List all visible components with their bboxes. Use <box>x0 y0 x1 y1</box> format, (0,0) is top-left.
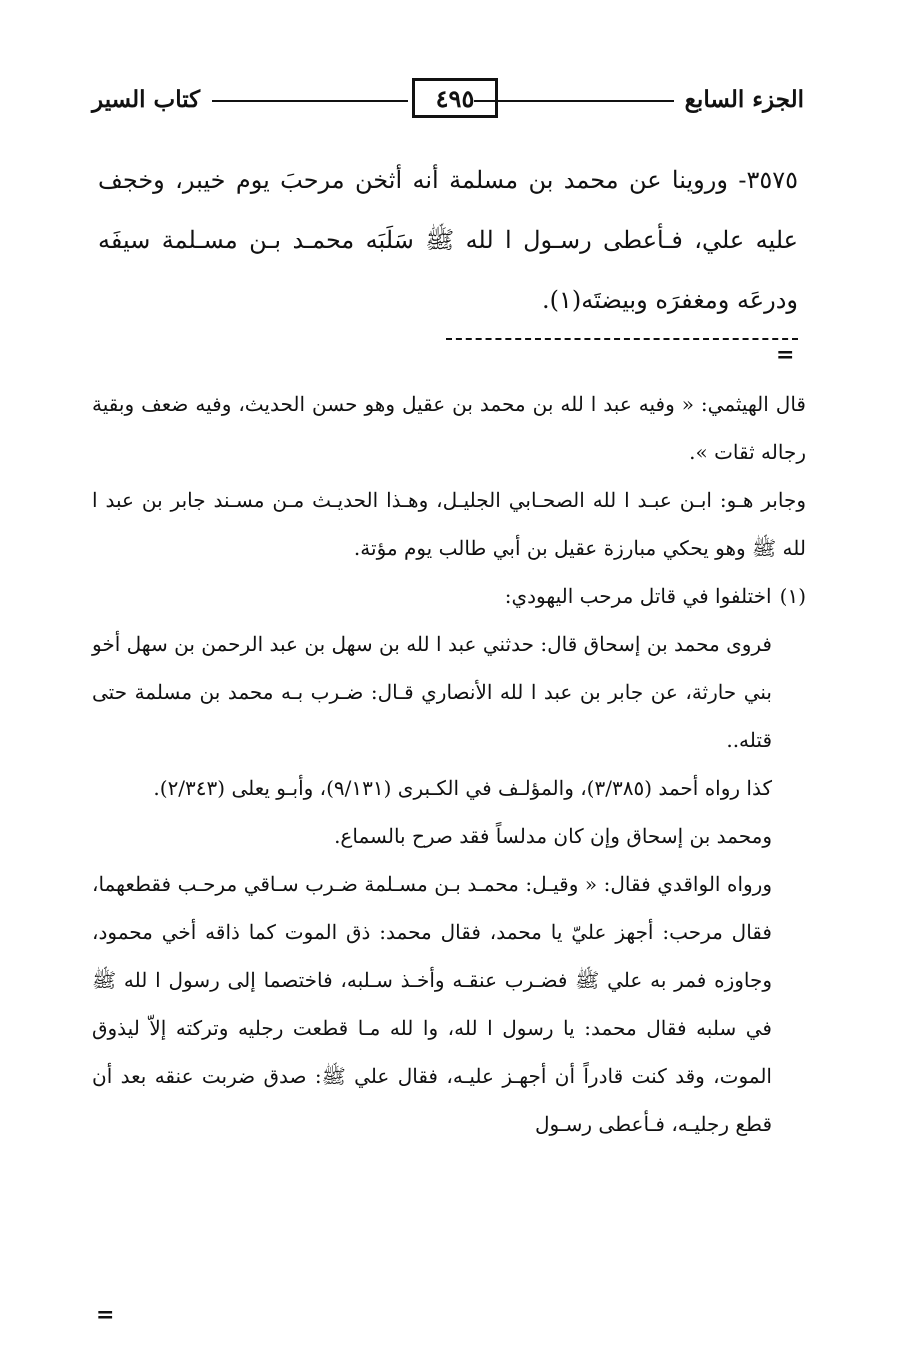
volume-title: الجزء السابع <box>684 86 804 113</box>
footnote-continued-2: وجابر هـو: ابـن عبـد ا لله الصحـابي الجليـل، وهـذا الحديـث مـن مسـند جابر بن عبد ا لله ﷺ وهو يحكي مبارزة عقيل بن أبي طالب يوم مؤتة. <box>92 488 806 560</box>
continuation-mark-top: = <box>776 342 795 368</box>
footnote-separator <box>446 338 798 340</box>
header-rule-right <box>474 100 674 102</box>
footnote-1-paragraph-1: فروى محمد بن إسحاق قال: حدثني عبد ا لله بن سهل بن عبد الرحمن بن سهل أخو بني حارثة، عن جابر بن عبد ا لله الأنصاري قـال: ضـرب بـه محمد بن مسلمة حتى قتله.. <box>92 632 772 752</box>
footnotes <box>92 380 806 1148</box>
header-rule-left <box>212 100 408 102</box>
footnote-1-paragraph-4: ورواه الواقدي فقال: « وقيـل: محمـد بـن مسـلمة ضـرب سـاقي مرحـب فقطعهما، فقال مرحب: أجهز عليّ يا محمد، فقال محمد: ذق الموت كما ذاقه أخي محمود، وجاوزه فمر به علي ﷺ فضـرب عنقـه وأخـذ سـلبه، فاختصما إلى رسول ا لله ﷺ في سلبه فقال محمد: يا رسول ا لله، وا لله مـا قطعت رجليه وتركته إلاّ ليذوق الموت، وقد كنت قادراً أن أجهـز عليـه، فقال علي ﷺ: صدق ضربت عنقه بعد أن قطع رجليـه، فـأعطى رسـول <box>92 872 772 1136</box>
main-text <box>98 150 798 330</box>
hadith-paragraph: ٣٥٧٥- وروينا عن محمد بن مسلمة أنه أثخن مرحبَ يوم خيبر، وخجف عليه علي، فـأعطى رسـول ا لله ﷺ سَلَبَه محمـد بـن مسـلمة سيفَه ودرعَه ومغفرَه وبيضتَه(١). <box>98 166 799 314</box>
continuation-mark-bottom: = <box>96 1302 115 1328</box>
book-title: كتاب السير <box>92 86 201 113</box>
footnote-1-heading <box>92 572 806 620</box>
footnote-1-paragraph-2: كذا رواه أحمد (٣/٣٨٥)، والمؤلـف في الكـبرى (٩/١٣١)، وأبـو يعلى (٢/٣٤٣). <box>153 776 772 800</box>
footnote-1-paragraph-3: ومحمد بن إسحاق وإن كان مدلساً فقد صرح بالسماع. <box>334 824 772 848</box>
footnote-1-intro: اختلفوا في قاتل مرحب اليهودي: <box>504 584 772 608</box>
page-header <box>92 78 804 128</box>
page-number: ٤٩٥ <box>412 78 498 118</box>
footnote-continued-1: قال الهيثمي: « وفيه عبد ا لله بن محمد بن عقيل وهو حسن الحديث، وفيه ضعف وبقية رجاله ثقات ». <box>92 392 806 464</box>
footnote-marker: (١) <box>779 584 806 608</box>
